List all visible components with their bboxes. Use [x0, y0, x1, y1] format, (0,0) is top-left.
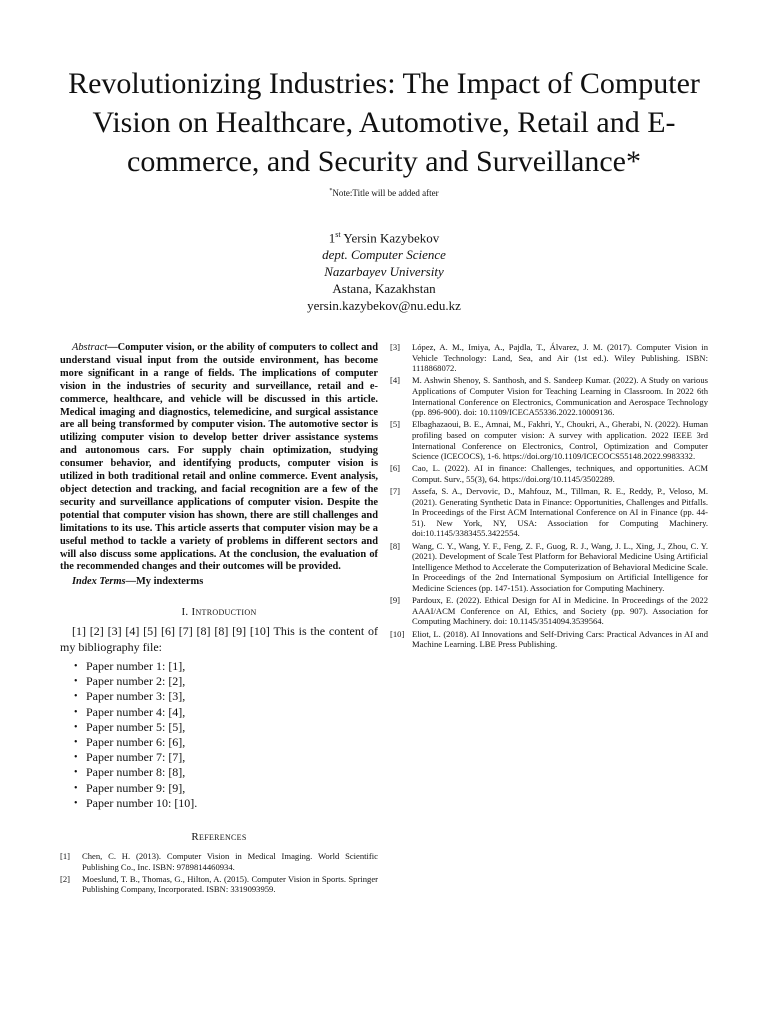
bullet-dot: •: [74, 767, 78, 779]
references-list-right: [390, 342, 708, 650]
right-column: [390, 342, 708, 651]
bullet-dot: •: [74, 706, 78, 718]
list-item-text: Paper number 7: [7],: [86, 750, 186, 765]
reference-text: Eliot, L. (2018). AI Innovations and Self-Driving Cars: Practical Advances in AI and Machine Learning. LBE Press Publishing.: [412, 628, 708, 650]
list-item-text: Paper number 4: [4],: [86, 704, 186, 719]
reference-number: [8]: [390, 540, 401, 551]
bullet-dot: •: [74, 721, 78, 733]
index-terms-label: Index Terms: [72, 576, 126, 588]
reference-text: López, A. M., Imiya, A., Pajdla, T., Álvarez, J. M. (2017). Computer Vision in Vehicle Technology: Land, Sea, and Air (1st ed.). Wiley Publishing. ISBN: 1118868072.: [412, 342, 708, 374]
list-item-text: Paper number 1: [1],: [86, 658, 186, 673]
reference-item: [390, 541, 708, 594]
paper-title: [40, 64, 728, 181]
reference-item: [390, 486, 708, 539]
reference-number: [6]: [390, 463, 401, 474]
list-item: [74, 720, 378, 735]
author-email: yersin.kazybekov@nu.edu.kz: [307, 298, 461, 314]
reference-text: Moeslund, T. B., Thomas, G., Hilton, A. (2015). Computer Vision in Sports. Springer Publishing Company, Incorporated. ISBN: 3319093959.: [82, 873, 378, 895]
reference-number: [3]: [390, 342, 401, 352]
reference-text: Cao, L. (2022). AI in finance: Challenges, techniques, and opportunities. ACM Comput. Surv., 55(3), 64. https://doi.org/10.1145/3502289.: [412, 463, 708, 484]
title-footnote: [0, 188, 768, 198]
index-terms-text: —My indexterms: [125, 576, 204, 588]
reference-text: Wang, C. Y., Wang, Y. F., Feng, Z. F., Guog, R. J., Wang, J. L., Xing, J., Zhou, C. Y. (2021). Development of Scale Test Platform for Behavioral Medicine Using Artificial Intelligence Method to Accelerate the Computerization of Behavioral Medicine Scale. In Proceedings of the 2nd International Symposium on Artificial Intelligence for Medicine Sciences (pp. 147-151). Association for Computing Machinery.: [412, 540, 708, 594]
bullet-dot: •: [74, 691, 78, 703]
list-item-text: Paper number 2: [2],: [86, 674, 186, 689]
list-item: [74, 689, 378, 704]
reference-number: [4]: [390, 375, 401, 386]
reference-number: [7]: [390, 486, 401, 497]
list-item-text: Paper number 10: [10].: [86, 795, 198, 810]
list-item-text: Paper number 8: [8],: [86, 765, 186, 780]
list-item: [74, 659, 378, 674]
author-dept: dept. Computer Science: [322, 247, 446, 263]
reference-item: [390, 463, 708, 484]
abstract: [60, 342, 378, 574]
list-item-text: Paper number 9: [9],: [86, 780, 186, 795]
author-university: Nazarbayev University: [324, 264, 444, 280]
reference-text: Pardoux, E. (2022). Ethical Design for AI in Medicine. In Proceedings of the 2022 AAAI/ACM Conference on AI, Ethics, and Society (pp. 907). Association for Computing Machinery. doi: 10.1145/3514094.3539564.: [412, 595, 708, 627]
references-heading: References: [191, 830, 247, 843]
author-name-line: [0, 226, 768, 246]
list-item: [74, 750, 378, 765]
index-terms: [60, 575, 378, 588]
author-location: Astana, Kazakhstan: [332, 281, 436, 297]
title-note-marker: *: [329, 188, 333, 194]
list-item: [74, 781, 378, 796]
reference-number: [1]: [60, 850, 71, 861]
reference-item: [390, 419, 708, 461]
list-item: [74, 765, 378, 780]
left-column: [60, 342, 378, 897]
list-item: [74, 735, 378, 750]
reference-text: Assefa, S. A., Dervovic, D., Mahfouz, M., Tillman, R. E., Reddy, P., Veloso, M. (2021). Generating Synthetic Data in Finance: Opportunities, Challenges and Pitfalls. In Proceedings of the First ACM International Conference on AI in Finance (pp. 44-51). New York, NY, USA: Association for Computing Machinery. doi:10.1145/3383455.3422554.: [412, 486, 708, 539]
list-item-text: Paper number 5: [5],: [86, 719, 186, 734]
reference-text: Elbaghazaoui, B. E., Amnai, M., Fakhri, Y., Choukri, A., Gherabi, N. (2022). Human profiling based on computer vision: A survey with application. 2022 IEEE 3rd International Conference on Electronics, Control, Optimization and Computer Science (ICECOCS), 1-6. https://doi.org/10.1109/ICECOCS55148.2022.9983332.: [412, 419, 708, 462]
bibliography-list: [60, 659, 378, 811]
reference-number: [9]: [390, 595, 401, 606]
list-item: [74, 705, 378, 720]
abstract-label: Abstract: [72, 342, 108, 353]
reference-item: [60, 874, 378, 895]
reference-text: Chen, C. H. (2013). Computer Vision in Medical Imaging. World Scientific Publishing Co., Inc. ISBN: 9789814460934.: [82, 850, 378, 872]
list-item-text: Paper number 6: [6],: [86, 734, 186, 749]
author-block: [0, 226, 768, 314]
abstract-text: —Computer vision, or the ability of computers to collect and understand visual input from the outside environment, has become more significant in a range of fields. The implications of computer vision in the industries of security and surveillance, retail and e-commerce, healthcare, and vehicle will be discussed in this article. Medical imaging and diagnostics, telemedicine, and surgical assistance are all being transformed by computer vision. The automotive sector is utilizing computer vision to develop better driver assistance systems and autonomous cars. For supply chain optimization, studying consumer behavior, and identifying products, computer vision is utilized in both traditional retail and online commerce. Event analysis, object detection and tracking, and facial recognition are a few of the security and surveillance applications of computer vision. Despite the potential that computer vision has shown, there are still challenges and limitations to its use. This article asserts that computer vision may be a useful method to tackle a variety of problems in different sectors and will also discuss some applications. At the conclusion, the evaluation of the recommended changes and their outcomes will be provided.: [60, 342, 378, 573]
introduction-heading: I. Introduction: [181, 606, 257, 619]
bullet-dot: •: [74, 676, 78, 688]
reference-item: [390, 342, 708, 374]
reference-text: M. Ashwin Shenoy, S. Santhosh, and S. Sandeep Kumar. (2022). A Study on various Applications of Computer Vision for Teaching Learning in Classroom. In 2022 6th International Conference on Electronics, Communication and Aerospace Technology (pp. 896-900). doi: 10.1109/ICECA55336.2022.10009136.: [412, 375, 708, 418]
title-note-text: Note:Title will be added after: [332, 188, 439, 198]
reference-number: [10]: [390, 628, 405, 639]
bullet-dot: •: [74, 752, 78, 764]
reference-item: [390, 595, 708, 627]
bullet-dot: •: [74, 736, 78, 748]
introduction-paragraph: [1] [2] [3] [4] [5] [6] [7] [8] [8] [9] [10] This is the content of my bibliography file:: [60, 624, 378, 654]
list-item: [74, 796, 378, 811]
references-list-left: [60, 851, 378, 895]
reference-number: [2]: [60, 873, 71, 884]
reference-item: [390, 629, 708, 650]
bullet-dot: •: [74, 782, 78, 794]
list-item-text: Paper number 3: [3],: [86, 689, 186, 704]
reference-item: [60, 851, 378, 872]
author-number: 1: [328, 230, 336, 246]
title-text: Revolutionizing Industries: The Impact of Computer Vision on Healthcare, Automotive, Retail and E-commerce, and Security and Surveillance*: [68, 67, 700, 178]
reference-number: [5]: [390, 419, 401, 430]
author-superscript: st: [335, 230, 341, 239]
author-name: Yersin Kazybekov: [343, 230, 440, 246]
list-item: [74, 674, 378, 689]
bullet-dot: •: [74, 797, 78, 809]
bullet-dot: •: [74, 660, 78, 672]
reference-item: [390, 375, 708, 417]
